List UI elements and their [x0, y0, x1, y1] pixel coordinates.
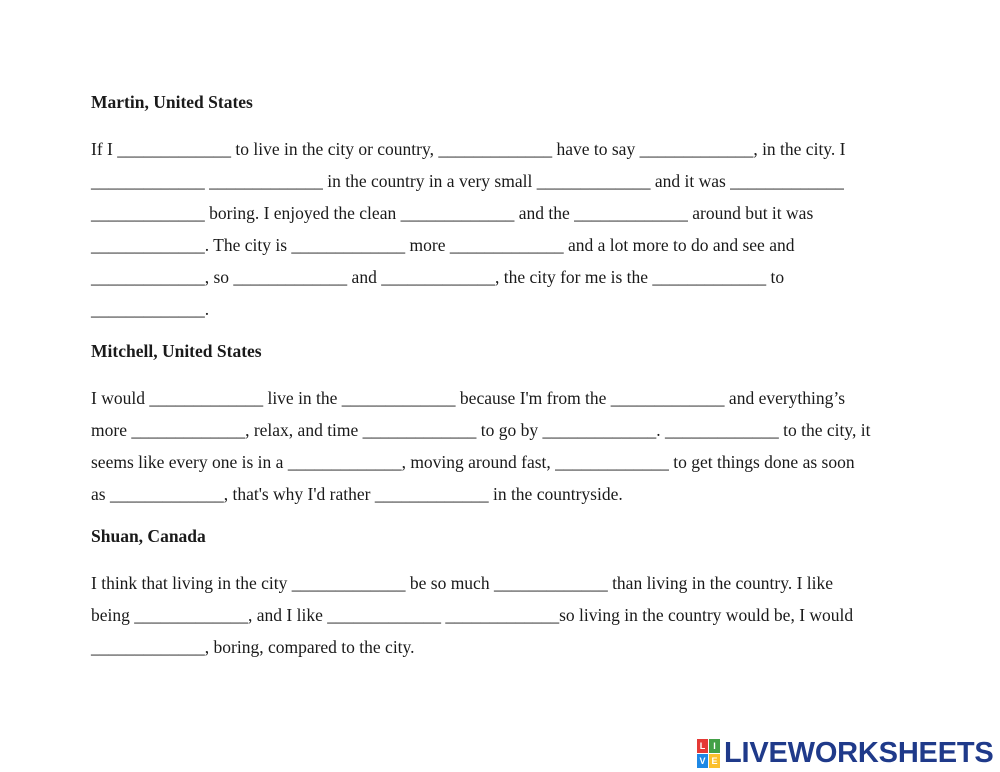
text-line: as _____________, that's why I'd rather _____________ in the countryside. — [91, 484, 623, 504]
text-line: more _____________, relax, and time _____________ to go by _____________. _____________ to the city, it — [91, 420, 871, 440]
text-line: If I _____________ to live in the city or country, _____________ have to say _____________, in the city. I — [91, 139, 846, 159]
text-line: _____________ _____________ in the country in a very small _____________ and it was _____________ — [91, 171, 844, 191]
section-heading: Mitchell, United States — [91, 341, 262, 361]
section-text — [91, 567, 921, 663]
logo-text: LIVEWORKSHEETS — [724, 737, 994, 769]
text-line: _____________, so _____________ and _____________, the city for me is the _____________ to — [91, 267, 785, 287]
liveworksheets-logo — [697, 736, 994, 770]
section-heading: Martin, United States — [91, 92, 253, 112]
text-line: I think that living in the city _____________ be so much _____________ than living in the country. I like — [91, 573, 834, 593]
worksheet-body — [91, 88, 921, 675]
section-martin — [91, 88, 921, 325]
text-line: _____________. — [91, 299, 210, 319]
section-shuan — [91, 522, 921, 663]
section-text — [91, 382, 921, 510]
text-line: seems like every one is in a _____________, moving around fast, _____________ to get things done as soon — [91, 452, 855, 472]
section-text — [91, 133, 921, 325]
section-heading: Shuan, Canada — [91, 526, 206, 546]
badge-letter-l: L — [697, 739, 708, 753]
text-line: _____________, boring, compared to the city. — [91, 637, 415, 657]
text-line: being _____________, and I like _____________ _____________so living in the country would be, I would — [91, 605, 854, 625]
text-line: I would _____________ live in the _____________ because I'm from the _____________ and everything’s — [91, 388, 846, 408]
section-mitchell — [91, 337, 921, 510]
badge-letter-i: I — [709, 739, 720, 753]
badge-letter-e: E — [709, 754, 720, 768]
text-line: _____________ boring. I enjoyed the clean _____________ and the _____________ around but it was — [91, 203, 814, 223]
live-badge-icon — [697, 738, 721, 768]
badge-letter-v: V — [697, 754, 708, 768]
text-line: _____________. The city is _____________ more _____________ and a lot more to do and see and — [91, 235, 795, 255]
